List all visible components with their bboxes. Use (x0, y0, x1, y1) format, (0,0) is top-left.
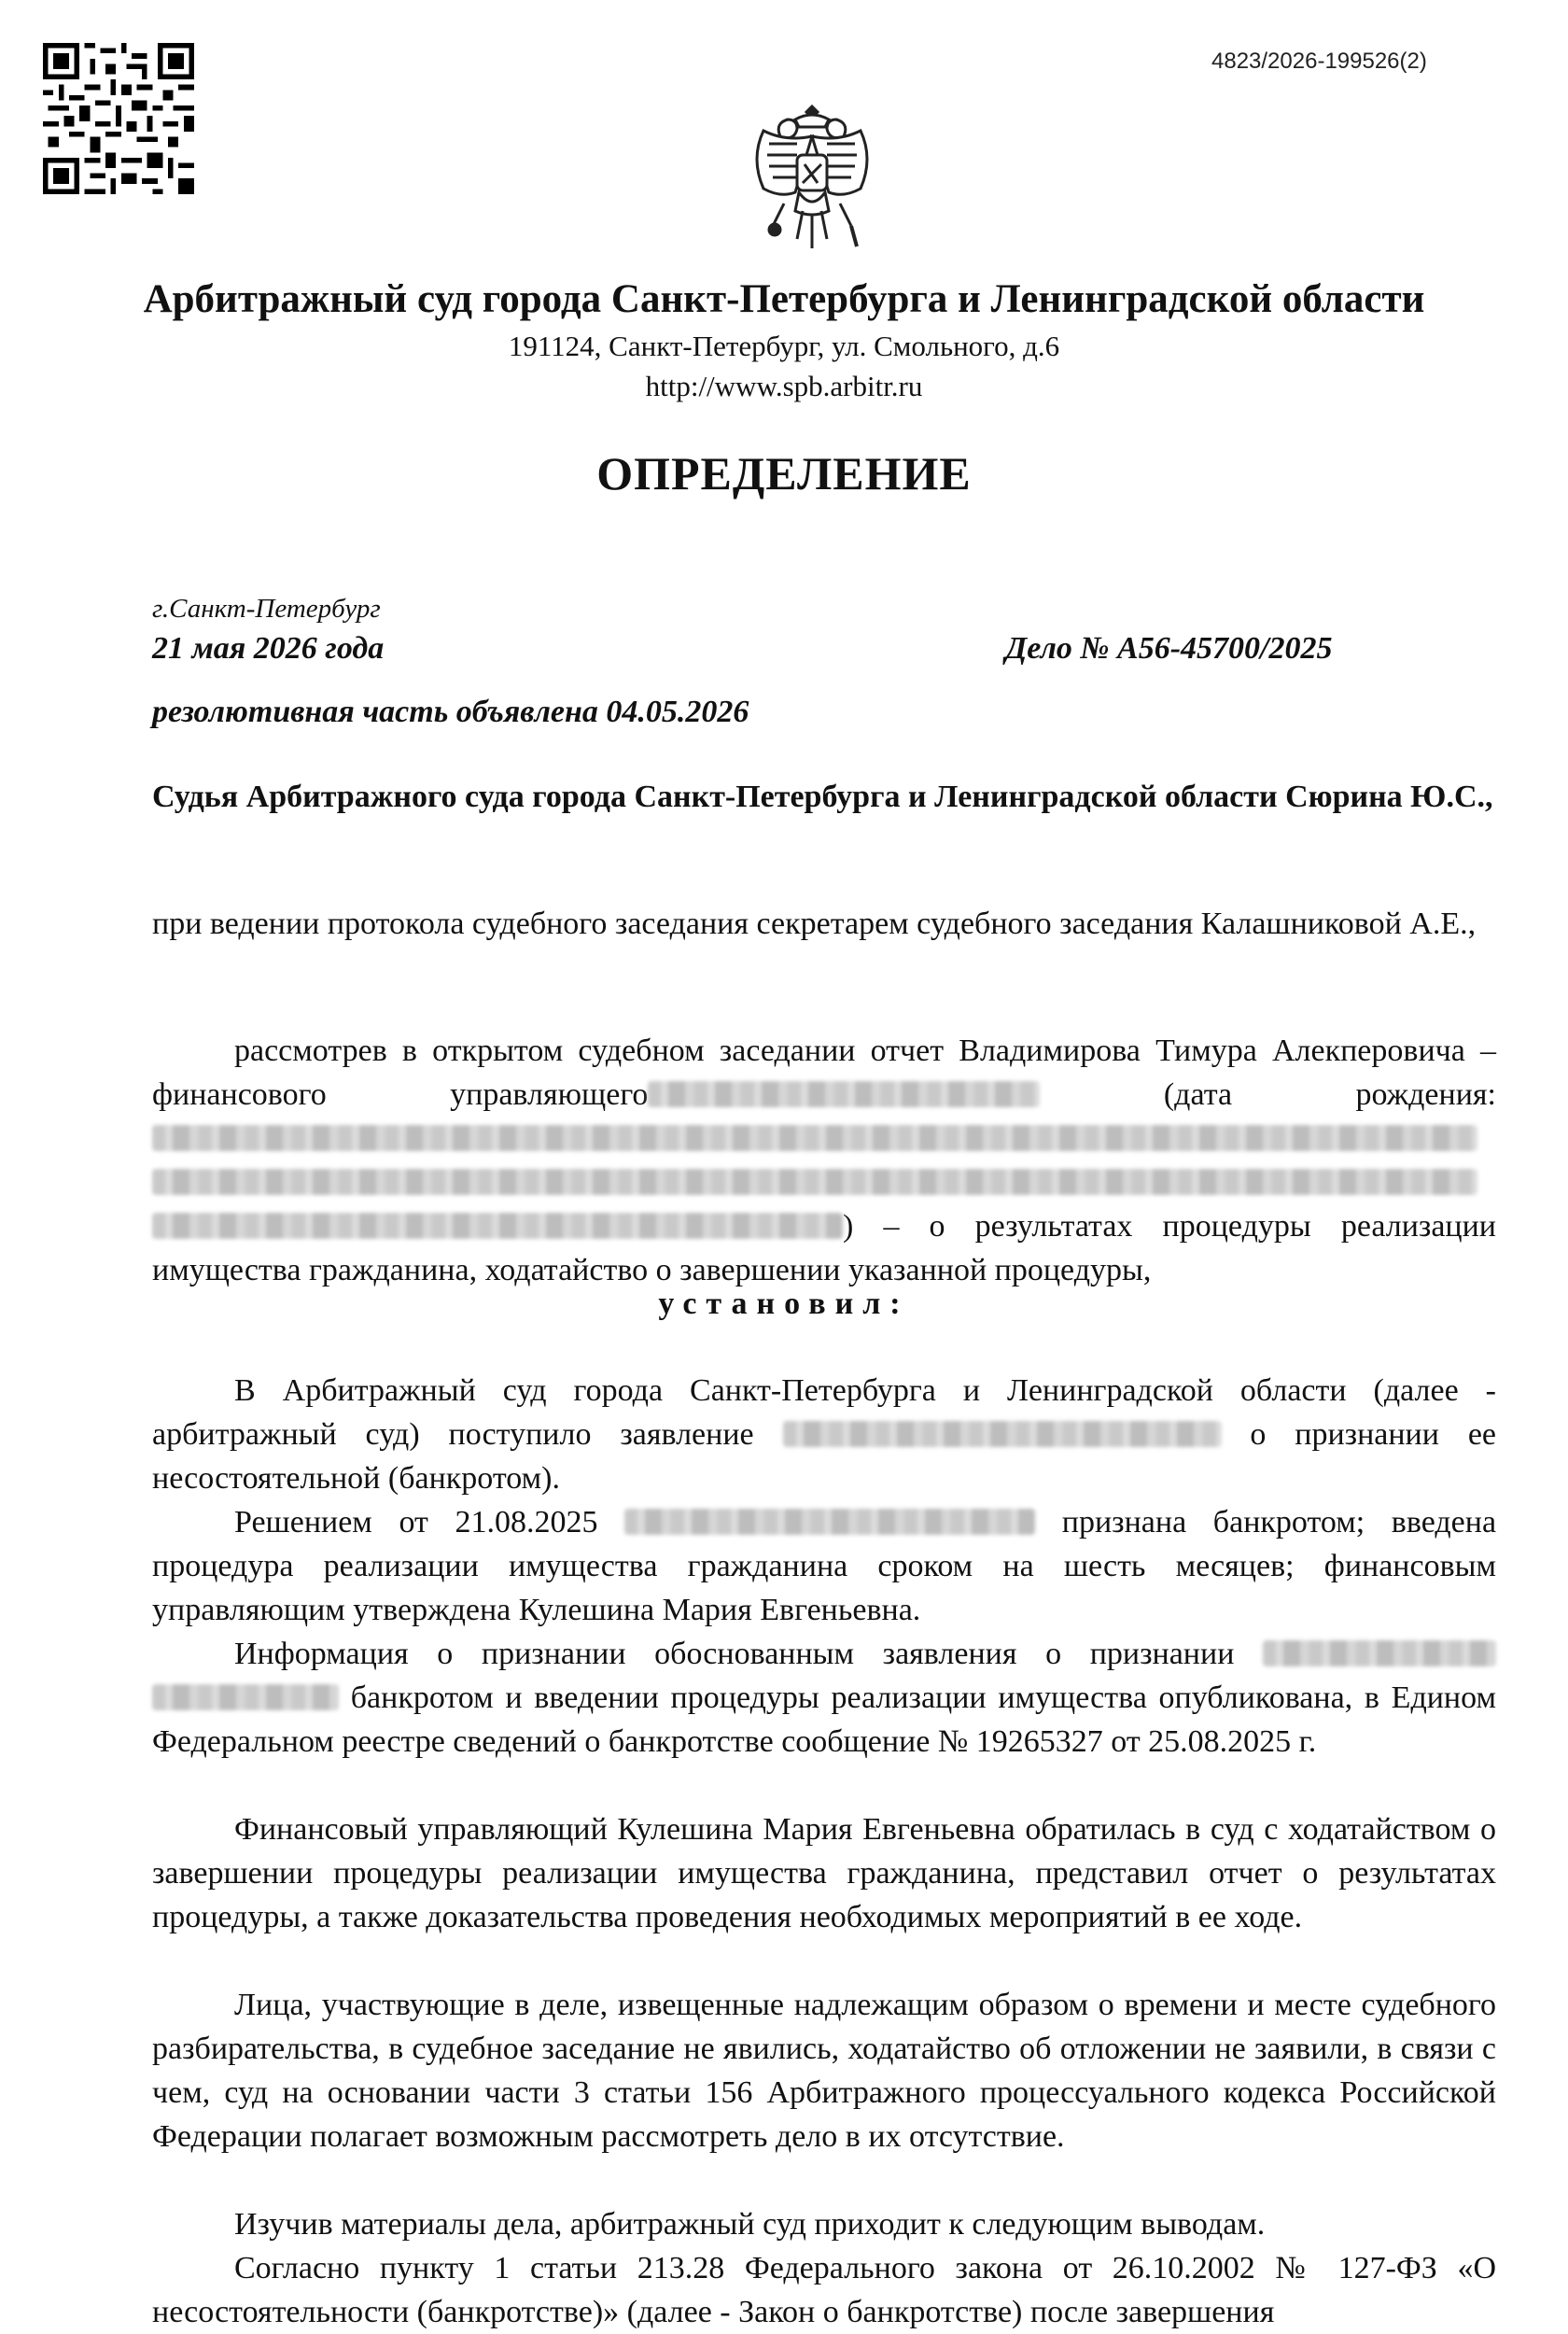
paragraph-7 (152, 2246, 1496, 2334)
paragraph-4 (152, 1807, 1496, 1939)
paragraph-6-text: Изучив материалы дела, арбитражный суд приходит к следующим выводам. (234, 2207, 1266, 2242)
paragraph-1 (152, 1369, 1496, 1500)
paragraph-6 (152, 2202, 1496, 2246)
established-heading: установил: (658, 1287, 910, 1321)
paragraph-4-text: Финансовый управляющий Кулешина Мария Евгеньевна обратилась в суд с ходатайством о завершении процедуры реализации имущества гражданина, представил отчет о результатах процедуры, а также доказательства проведения необходимых мероприятий в ее ходе. (152, 1812, 1496, 1934)
considered-part-2: (дата рождения: (1163, 1077, 1496, 1112)
court-address: 191124, Санкт-Петербург, ул. Смольного, д.6 (508, 330, 1060, 362)
document-id: 4823/2026-199526(2) (1211, 49, 1427, 74)
considered-paragraph (152, 1029, 1496, 1292)
redacted-name (624, 1509, 1035, 1535)
court-website: http://www.spb.arbitr.ru (645, 370, 923, 402)
qr-code-icon (43, 43, 194, 194)
city: г.Санкт-Петербург (152, 594, 381, 624)
paragraph-2-text-a: Решением от 21.08.2025 (234, 1505, 598, 1540)
paragraph-5 (152, 1983, 1496, 2158)
case-number: Дело № А56-45700/2025 (1005, 631, 1333, 666)
paragraph-3-text-a: Информация о признании обоснованным заявления о признании (234, 1637, 1235, 1671)
considered-part-1: рассмотрев в открытом судебном заседании отчет Владимирова Тимура Алекперовича – финансового управляющего (152, 1033, 1496, 1112)
judge-paragraph (152, 775, 1496, 819)
paragraph-3-text-b: банкротом и введении процедуры реализации имущества опубликована, в Едином Федеральном реестре сведений о банкротстве сообщение № 19265327 от 25.08.2025 г. (152, 1680, 1496, 1759)
paragraph-2-text-b: признана банкротом; введена процедура реализации имущества гражданина сроком на шесть месяцев; финансовым управляющим утверждена Кулешина Мария Евгеньевна. (152, 1505, 1497, 1627)
paragraph-1-text-a: В Арбитражный суд города Санкт-Петербурга и Ленинградской области (далее - арбитражный суд) поступило заявление (152, 1373, 1496, 1452)
redacted-details (152, 1169, 1477, 1195)
coat-of-arms-icon (747, 99, 877, 258)
redacted-name (152, 1684, 339, 1710)
considered-part-3: ) – о результатах процедуры реализации имущества гражданина, ходатайство о завершении указанной процедуры, (152, 1209, 1496, 1287)
paragraph-2 (152, 1500, 1496, 1632)
redacted-details (152, 1213, 843, 1239)
document-date: 21 мая 2026 года (152, 631, 385, 666)
redacted-name (783, 1421, 1222, 1447)
judge-line-2: Сюрина Ю.С., (1285, 780, 1493, 814)
redacted-name (1263, 1640, 1496, 1666)
paragraph-3 (152, 1632, 1496, 1764)
paragraph-1-text-b: о признании ее несостоятельной (банкротом). (152, 1417, 1496, 1496)
court-name: Арбитражный суд города Санкт-Петербурга и Ленинградской области (143, 277, 1425, 321)
paragraph-5-text: Лица, участвующие в деле, извещенные надлежащим образом о времени и месте судебного разбирательства, в судебное заседание не явились, ходатайство об отложении не заявили, в связи с чем, суд на основании части 3 статьи 156 Арбитражного процессуального кодекса Российской Федерации полагает возможным рассмотреть дело в их отсутствие. (152, 1988, 1496, 2154)
paragraph-7-text: Согласно пункту 1 статьи 213.28 Федерального закона от 26.10.2002 № 127-ФЗ «О несостоятельности (банкротстве)» (далее - Закон о банкротстве) после завершения (152, 2251, 1496, 2329)
redacted-name (648, 1081, 1040, 1107)
resolution-note: резолютивная часть объявлена 04.05.2026 (152, 695, 749, 729)
document-title: ОПРЕДЕЛЕНИЕ (596, 447, 972, 499)
secretary-paragraph: при ведении протокола судебного заседания секретарем судебного заседания Калашниковой А.Е., (152, 907, 1477, 941)
redacted-details (152, 1125, 1477, 1151)
judge-line-1: Судья Арбитражного суда города Санкт-Петербурга и Ленинградской области (152, 780, 1278, 814)
